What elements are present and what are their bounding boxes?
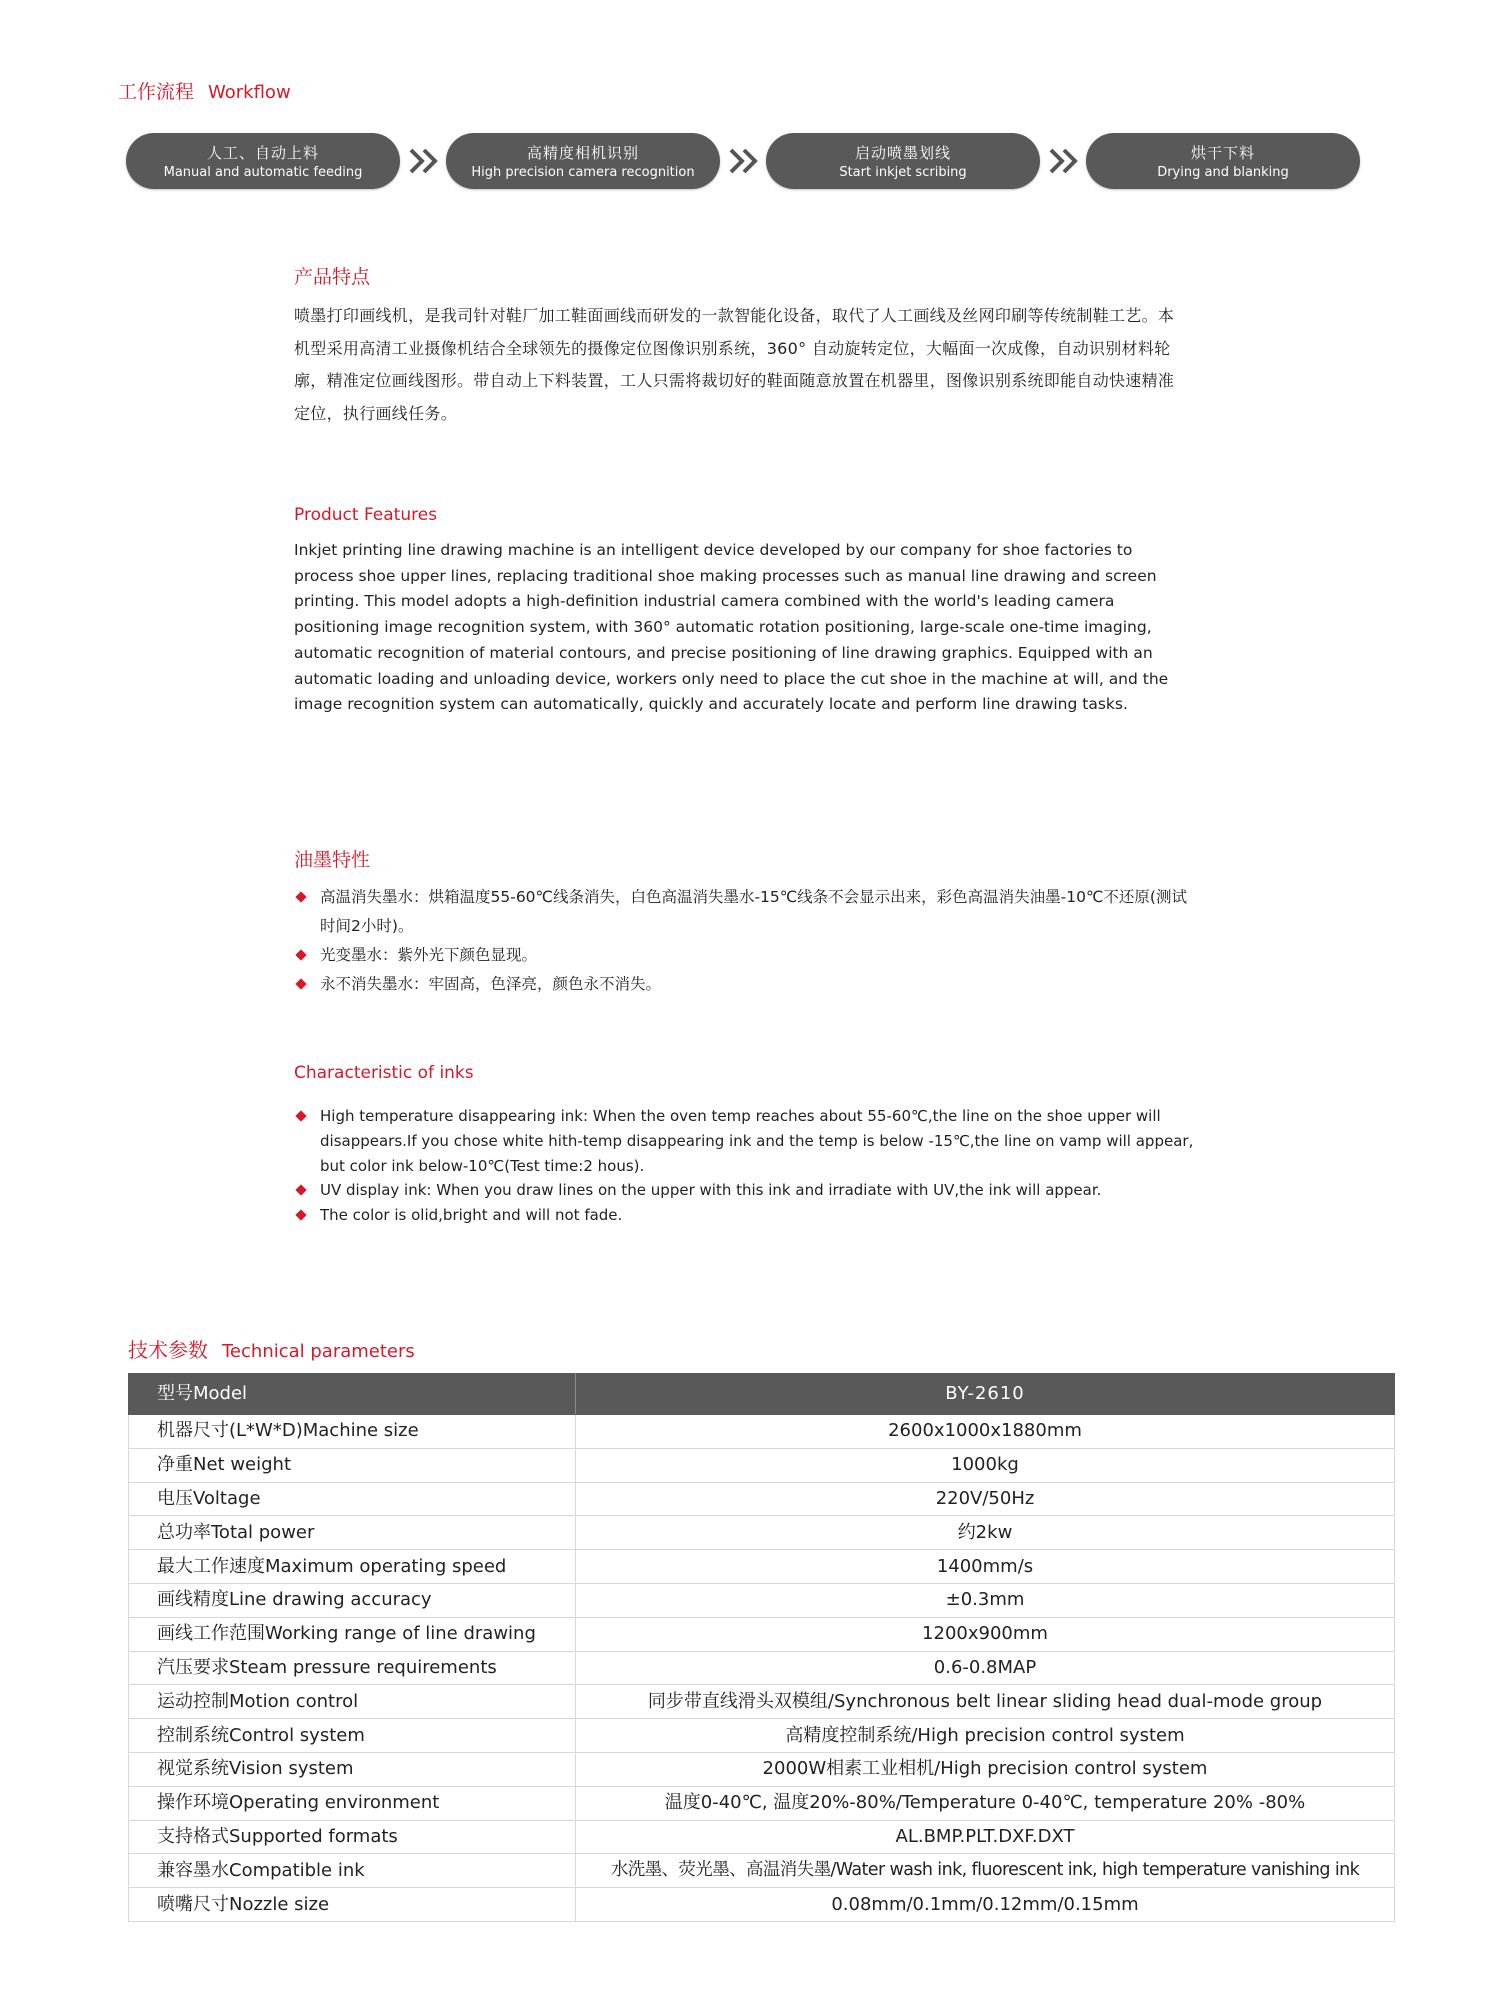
features-body-en: Inkjet printing line drawing machine is an intelligent device developed by our company for shoe factories to process shoe upper lines, replacing traditional shoe making processes such as manual line drawing and screen printing. This model adopts a high-definition industrial camera combined with the world's leading camera positioning image recognition system, with 360° automatic rotation positioning, large-scale one-time imaging, automatic recognition of material contours, and precise positioning of line drawing graphics. Equipped with an automatic loading and unloading device, workers only need to place the cut shoe in the machine at will, and the image recognition system can automatically, quickly and accurately locate and perform line drawing tasks. [294,541,1169,714]
step-label-en: Manual and automatic feeding [163,165,363,180]
param-label: 总功率Total power [129,1516,576,1550]
param-value: 0.6-0.8MAP [576,1651,1395,1685]
step-label-en: Drying and blanking [1157,165,1289,180]
workflow-heading-en: Workflow [208,82,291,103]
workflow-heading [118,77,291,104]
table-row [129,1415,1395,1449]
param-label: 画线精度Line drawing accuracy [129,1583,576,1617]
table-header-row [129,1374,1395,1415]
header-label: 型号Model [129,1374,576,1415]
table-row [129,1854,1395,1888]
step-label-cn: 启动喷墨划线 [854,144,951,162]
step-label-en: Start inkjet scribing [839,165,967,180]
param-label: 喷嘴尺寸Nozzle size [129,1888,576,1922]
param-value: AL.BMP.PLT.DXF.DXT [576,1820,1395,1854]
ink-item-text: 光变墨水：紫外光下颜色显现。 [320,946,538,964]
workflow-step-3 [766,133,1040,189]
params-heading-cn: 技术参数 [128,1338,208,1362]
table-row [129,1448,1395,1482]
features-body-cn-block [294,300,1184,430]
param-label: 控制系统Control system [129,1719,576,1753]
list-item [294,941,1194,970]
diamond-bullet-icon [295,1185,306,1196]
diamond-bullet-icon [295,949,306,960]
header-value: BY-2610 [576,1374,1395,1415]
table-row [129,1786,1395,1820]
inks-heading-en: Characteristic of inks [294,1063,474,1083]
list-item [294,883,1194,941]
table-row [129,1820,1395,1854]
param-label: 机器尺寸(L*W*D)Machine size [129,1415,576,1449]
param-value: 1000kg [576,1448,1395,1482]
table-row [129,1617,1395,1651]
features-body-cn: 喷墨打印画线机，是我司针对鞋厂加工鞋面画线而研发的一款智能化设备，取代了人工画线及丝网印刷等传统制鞋工艺。本机型采用高清工业摄像机结合全球领先的摄像定位图像识别系统，360° 自动旋转定位，大幅面一次成像，自动识别材料轮廓，精准定位画线图形。带自动上下料装置，工人只需将裁切好的鞋面随意放置在机器里，图像识别系统即能自动快速精准定位，执行画线任务。 [294,306,1175,423]
ink-item-text: 高温消失墨水：烘箱温度55-60℃线条消失，白色高温消失墨水-15℃线条不会显示出来，彩色高温消失油墨-10℃不还原(测试时间2小时)。 [320,888,1187,935]
inks-list-cn-block [294,883,1194,999]
inks-list-cn [294,883,1194,999]
param-label: 操作环境Operating environment [129,1786,576,1820]
list-item [294,1178,1194,1203]
diamond-bullet-icon [295,978,306,989]
double-chevron-right-icon [727,145,763,177]
params-heading-en: Technical parameters [222,1341,415,1362]
param-label: 汽压要求Steam pressure requirements [129,1651,576,1685]
table-row [129,1651,1395,1685]
features-heading-en: Product Features [294,505,438,525]
params-table [128,1373,1395,1922]
list-item [294,1104,1194,1178]
list-item [294,970,1194,999]
double-chevron-right-icon [1047,145,1083,177]
diamond-bullet-icon [295,1110,306,1121]
step-label-cn: 高精度相机识别 [526,144,639,162]
param-label: 兼容墨水Compatible ink [129,1854,576,1888]
param-value: 高精度控制系统/High precision control system [576,1719,1395,1753]
workflow-steps [126,133,1362,189]
workflow-heading-cn: 工作流程 [118,81,195,103]
param-label: 支持格式Supported formats [129,1820,576,1854]
param-value: 2600x1000x1880mm [576,1415,1395,1449]
table-row [129,1516,1395,1550]
table-row [129,1550,1395,1584]
table-row [129,1752,1395,1786]
inks-heading-cn: 油墨特性 [294,849,371,871]
param-label: 运动控制Motion control [129,1685,576,1719]
param-label: 画线工作范围Working range of line drawing [129,1617,576,1651]
table-row [129,1482,1395,1516]
workflow-step-2 [446,133,720,189]
table-row [129,1685,1395,1719]
param-value: 水洗墨、荧光墨、高温消失墨/Water wash ink, fluorescent ink, high temperature vanishing ink [576,1854,1395,1888]
workflow-step-4 [1086,133,1360,189]
ink-item-text: 永不消失墨水：牢固高，色泽亮，颜色永不消失。 [320,975,662,993]
param-label: 视觉系统Vision system [129,1752,576,1786]
param-value: 同步带直线滑头双模组/Synchronous belt linear sliding head dual-mode group [576,1685,1395,1719]
step-label-en: High precision camera recognition [471,165,695,180]
table-row [129,1719,1395,1753]
param-label: 最大工作速度Maximum operating speed [129,1550,576,1584]
ink-item-text: High temperature disappearing ink: When the oven temp reaches about 55-60℃,the line on the shoe upper will disappears.If you chose white hith-temp disappearing ink and the temp is below -15℃,the line on vamp will appear, but color ink below-10℃(Test time:2 hous). [320,1107,1194,1175]
params-heading [128,1334,415,1363]
step-label-cn: 烘干下料 [1190,144,1255,162]
inks-list-en [294,1104,1194,1228]
param-value: 220V/50Hz [576,1482,1395,1516]
features-heading-cn: 产品特点 [294,266,371,288]
param-value: ±0.3mm [576,1583,1395,1617]
param-value: 约2kw [576,1516,1395,1550]
ink-item-text: UV display ink: When you draw lines on the upper with this ink and irradiate with UV,the ink will appear. [320,1181,1102,1200]
diamond-bullet-icon [295,891,306,902]
workflow-step-1 [126,133,400,189]
param-label: 净重Net weight [129,1448,576,1482]
param-value: 2000W相素工业相机/High precision control system [576,1752,1395,1786]
param-value: 0.08mm/0.1mm/0.12mm/0.15mm [576,1888,1395,1922]
param-label: 电压Voltage [129,1482,576,1516]
ink-item-text: The color is olid,bright and will not fade. [320,1206,623,1225]
param-value: 1200x900mm [576,1617,1395,1651]
table-row [129,1583,1395,1617]
inks-list-en-block [294,1104,1194,1228]
features-body-en-block [294,538,1184,718]
param-value: 1400mm/s [576,1550,1395,1584]
step-label-cn: 人工、自动上料 [206,144,319,162]
list-item [294,1203,1194,1228]
table-row [129,1888,1395,1922]
double-chevron-right-icon [407,145,443,177]
param-value: 温度0-40℃, 温度20%-80%/Temperature 0-40℃, temperature 20% -80% [576,1786,1395,1820]
diamond-bullet-icon [295,1210,306,1221]
